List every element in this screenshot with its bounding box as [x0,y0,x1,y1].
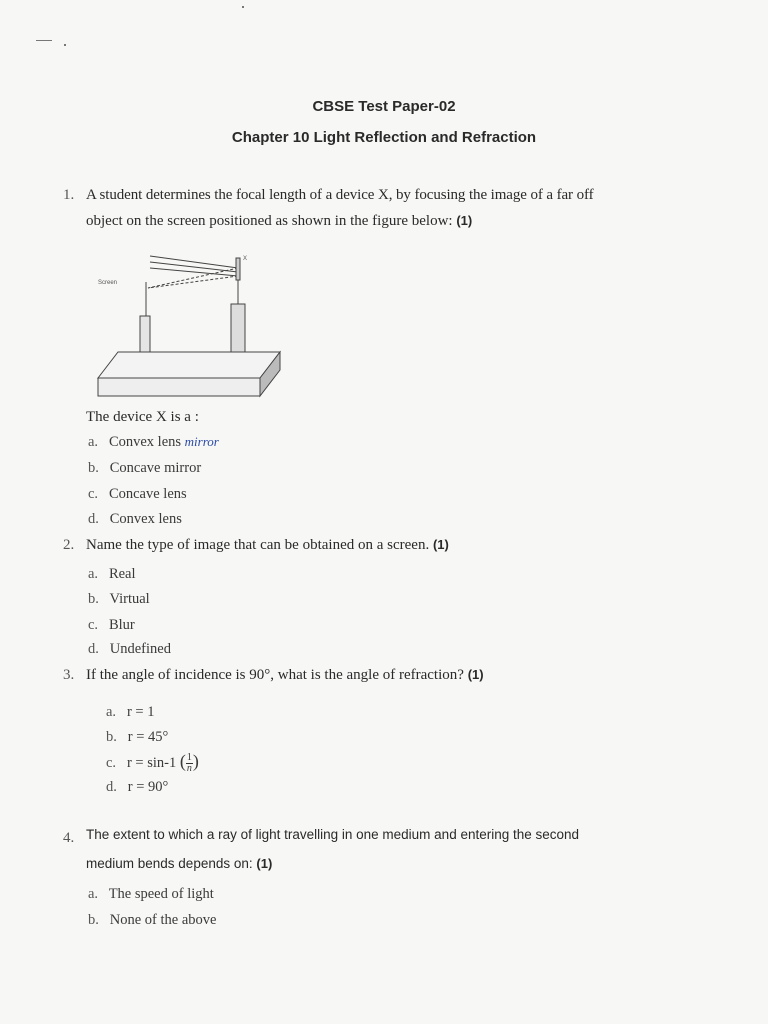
fraction [186,753,193,774]
q2-option-c [88,617,135,634]
option-letter: a. [88,434,99,450]
paren-close: ) [192,751,199,771]
q4-option-a [88,886,214,903]
frac-denominator: n [186,763,192,775]
q1-text-line2 [86,213,472,230]
option-letter: b. [88,591,99,607]
option-text: Blur [108,617,135,633]
bench-front [98,378,260,396]
q4-text-line1: The extent to which a ray of light travelling in one medium and entering the second [86,827,580,842]
option-letter: c. [106,755,117,771]
scan-speck [64,44,66,46]
figure-label-x: X [243,256,248,262]
option-letter: a. [88,886,99,902]
option-text: Convex lens [109,511,182,527]
option-letter: b. [88,460,99,476]
ray-line [150,262,238,272]
q2-option-b [88,591,150,608]
option-letter: a. [88,566,99,582]
q1-stem: The device X is a : [86,409,199,425]
ray-line [150,256,238,268]
q1-option-c [88,486,187,503]
page-title: CBSE Test Paper-02 [312,98,456,115]
handwritten-note: mirror [184,434,219,449]
q4-text-line2 [86,856,272,871]
q2-number: 2. [63,537,75,553]
q2-text-body: Name the type of image that can be obtained on a screen. [86,537,430,553]
q1-text-line2-body: object on the screen positioned as shown in the figure below: [86,213,453,229]
option-text: Concave mirror [109,460,202,476]
q1-option-a [88,434,219,451]
q3-text-body: If the angle of incidence is 90°, what is the angle of refraction? [86,667,464,683]
q1-option-b [88,460,201,477]
q3-marks: (1) [467,667,484,682]
q1-number: 1. [63,187,75,203]
option-text: r = 45° [127,729,169,745]
ray-line [148,268,238,288]
option-text: Convex lens [108,434,182,450]
q3-text [86,667,484,684]
q4-option-b [88,912,216,929]
option-text: None of the above [109,912,217,928]
option-text: Undefined [109,641,171,657]
option-letter: d. [88,641,99,657]
option-letter: a. [106,704,117,720]
option-text: r = 1 [126,704,155,720]
bench-top [98,352,280,378]
q2-option-d [88,641,171,658]
optics-bench-figure [88,248,288,408]
ray-line [150,268,238,276]
q2-text [86,537,449,554]
paren-open: ( [179,751,186,771]
scan-speck [36,40,52,41]
option-letter: b. [88,912,99,928]
figure-label-screen: Screen [98,280,118,286]
scan-speck [242,6,244,8]
option-letter: c. [88,617,99,633]
q1-figure [88,248,288,408]
option-text: Virtual [109,591,150,607]
option-letter: d. [106,779,117,795]
q2-option-a [88,566,136,583]
option-text: Real [108,566,136,582]
q4-text-line2-body: medium bends depends on: [86,856,253,871]
q2-marks: (1) [432,537,449,552]
q1-marks: (1) [456,213,473,228]
q3-option-d [106,779,168,796]
q3-option-c [106,751,199,774]
option-text: The speed of light [108,886,214,902]
q4-number: 4. [63,830,75,846]
q3-option-b [106,729,168,746]
q4-marks: (1) [256,856,273,871]
frac-numerator: 1 [186,752,192,764]
q1-option-d [88,511,182,528]
page-subtitle: Chapter 10 Light Reflection and Refraction [231,129,537,146]
option-letter: d. [88,511,99,527]
q1-text-line1: A student determines the focal length of a device X, by focusing the image of a far off [86,187,594,203]
option-text: r = 90° [127,779,169,795]
q3-option-a [106,704,154,721]
option-letter: c. [88,486,99,502]
option-text: r = sin-1 [126,755,177,771]
option-letter: b. [106,729,117,745]
option-text: Concave lens [108,486,187,502]
q3-number: 3. [63,667,75,683]
device-x [236,258,240,280]
